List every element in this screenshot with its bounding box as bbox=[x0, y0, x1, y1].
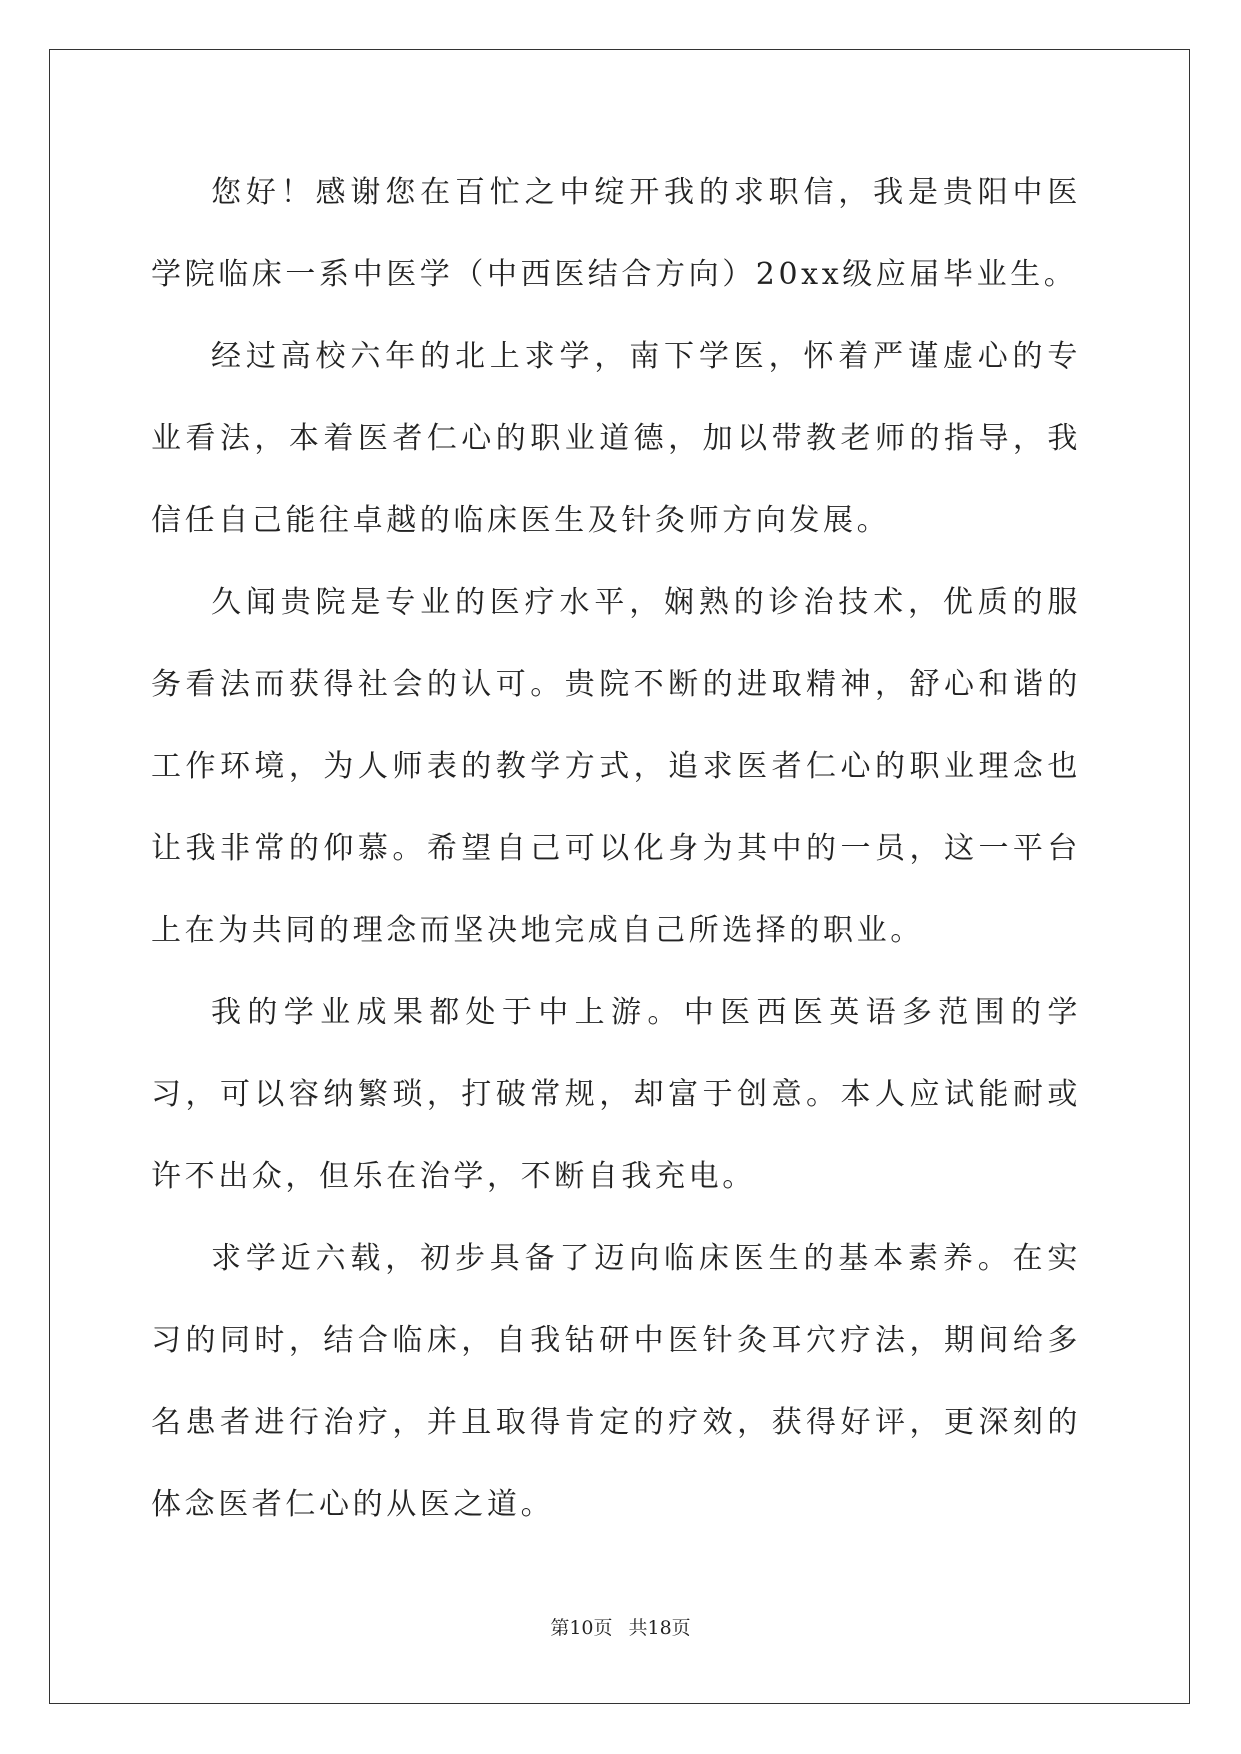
paragraph-hospital-admiration: 久闻贵院是专业的医疗水平，娴熟的诊治技术，优质的服务看法而获得社会的认可。贵院不断的进取精神，舒心和谐的工作环境，为人师表的教学方式，追求医者仁心的职业理念也让我非常的仰慕。希望自己可以化身为其中的一员，这一平台上在为共同的理念而坚决地完成自己所选择的职业。 bbox=[151, 585, 1081, 948]
paragraph-clinical-practice: 求学近六载，初步具备了迈向临床医生的基本素养。在实习的同时，结合临床，自我钻研中医针灸耳穴疗法，期间给多名患者进行治疗，并且取得肯定的疗效，获得好评，更深刻的体念医者仁心的从医之道。 bbox=[151, 1241, 1081, 1522]
current-page-number: 第10页 bbox=[550, 1617, 613, 1639]
paragraph-study-background: 经过高校六年的北上求学，南下学医，怀着严谨虚心的专业看法，本着医者仁心的职业道德，加以带教老师的指导，我信任自己能往卓越的临床医生及针灸师方向发展。 bbox=[151, 339, 1081, 538]
page-footer bbox=[0, 1613, 1241, 1640]
paragraph-greeting: 您好！感谢您在百忙之中绽开我的求职信，我是贵阳中医学院临床一系中医学（中西医结合方向）20xx级应届毕业生。 bbox=[151, 175, 1081, 292]
total-page-count: 共18页 bbox=[628, 1617, 691, 1639]
letter-body bbox=[151, 152, 1081, 1546]
paragraph-academic-record: 我的学业成果都处于中上游。中医西医英语多范围的学习，可以容纳繁琐，打破常规，却富于创意。本人应试能耐或许不出众，但乐在治学，不断自我充电。 bbox=[151, 995, 1081, 1194]
